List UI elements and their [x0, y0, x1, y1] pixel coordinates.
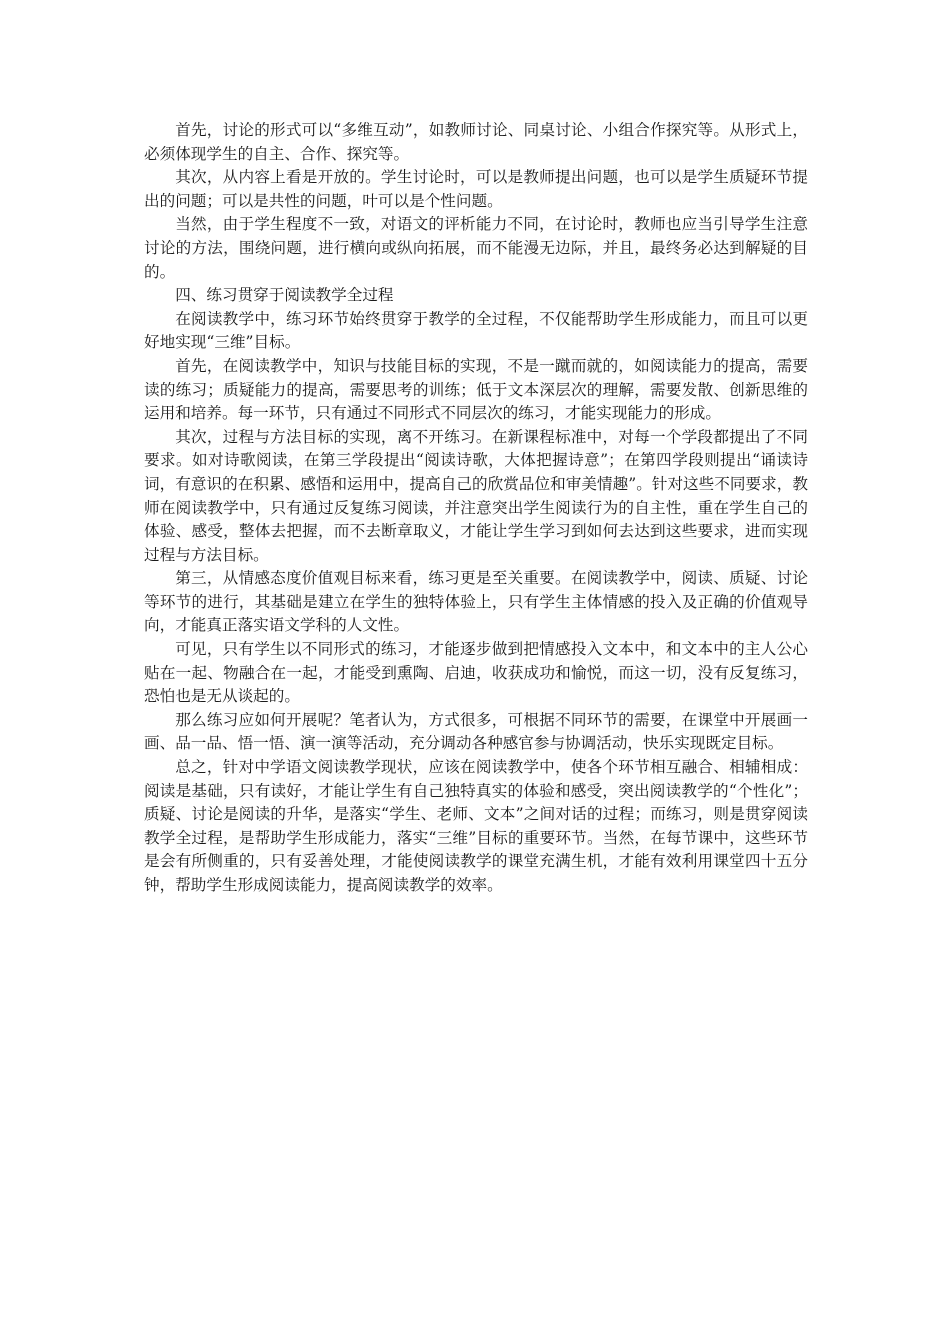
paragraph: 在阅读教学中，练习环节始终贯穿于教学的全过程，不仅能帮助学生形成能力，而且可以更好地实现“三维”目标。 — [144, 309, 808, 352]
paragraph: 当然，由于学生程度不一致，对语文的评析能力不同，在讨论时，教师也应当引导学生注意讨论的方法，围绕问题，进行横向或纵向拓展，而不能漫无边际，并且，最终务必达到解疑的目的。 — [144, 215, 808, 281]
paragraph: 其次，过程与方法目标的实现，离不开练习。在新课程标准中，对每一个学段都提出了不同要求。如对诗歌阅读，在第三学段提出“阅读诗歌，大体把握诗意”；在第四学段则提出“诵读诗词，有意识的在积累、感悟和运用中，提高自己的欣赏品位和审美情趣”。针对这些不同要求，教师在阅读教学中，只有通过反复练习阅读，并注意突出学生阅读行为的自主性，重在学生自己的体验、感受，整体去把握，而不去断章取义，才能让学生学习到如何去达到这些要求，进而实现过程与方法目标。 — [144, 427, 808, 564]
paragraph: 那么练习应如何开展呢？笔者认为，方式很多，可根据不同环节的需要，在课堂中开展画一画、品一品、悟一悟、演一演等活动，充分调动各种感官参与协调活动，快乐实现既定目标。 — [144, 710, 808, 753]
paragraph: 第三，从情感态度价值观目标来看，练习更是至关重要。在阅读教学中，阅读、质疑、讨论等环节的进行，其基础是建立在学生的独特体验上，只有学生主体情感的投入及正确的价值观导向，才能真正落实语文学科的人文性。 — [144, 569, 808, 635]
paragraph: 可见，只有学生以不同形式的练习，才能逐步做到把情感投入文本中，和文本中的主人公心贴在一起、物融合在一起，才能受到熏陶、启迪，收获成功和愉悦，而这一切，没有反复练习，恐怕也是无从谈起的。 — [144, 640, 808, 706]
paragraph: 首先，在阅读教学中，知识与技能目标的实现，不是一蹴而就的，如阅读能力的提高，需要读的练习；质疑能力的提高，需要思考的训练；低于文本深层次的理解，需要发散、创新思维的运用和培养。每一环节，只有通过不同形式不同层次的练习，才能实现能力的形成。 — [144, 356, 808, 423]
paragraph: 总之，针对中学语文阅读教学现状，应该在阅读教学中，使各个环节相互融合、相辅相成：阅读是基础，只有读好，才能让学生有自己独特真实的体验和感受，突出阅读教学的“个性化”；质疑、讨论是阅读的升华，是落实“学生、老师、文本”之间对话的过程；而练习，则是贯穿阅读教学全过程，是帮助学生形成能力，落实“三维”目标的重要环节。当然，在每节课中，这些环节是会有所侧重的，只有妥善处理，才能使阅读教学的课堂充满生机，才能有效利用课堂四十五分钟，帮助学生形成阅读能力，提高阅读教学的效率。 — [144, 758, 808, 894]
paragraph: 首先，讨论的形式可以“多维互动”，如教师讨论、同桌讨论、小组合作探究等。从形式上，必须体现学生的自主、合作、探究等。 — [144, 121, 808, 163]
paragraph: 其次，从内容上看是开放的。学生讨论时，可以是教师提出问题，也可以是学生质疑环节提出的问题；可以是共性的问题，叶可以是个性问题。 — [144, 168, 808, 210]
document-body — [144, 119, 808, 898]
section-heading: 四、练习贯穿于阅读教学全过程 — [175, 286, 394, 305]
